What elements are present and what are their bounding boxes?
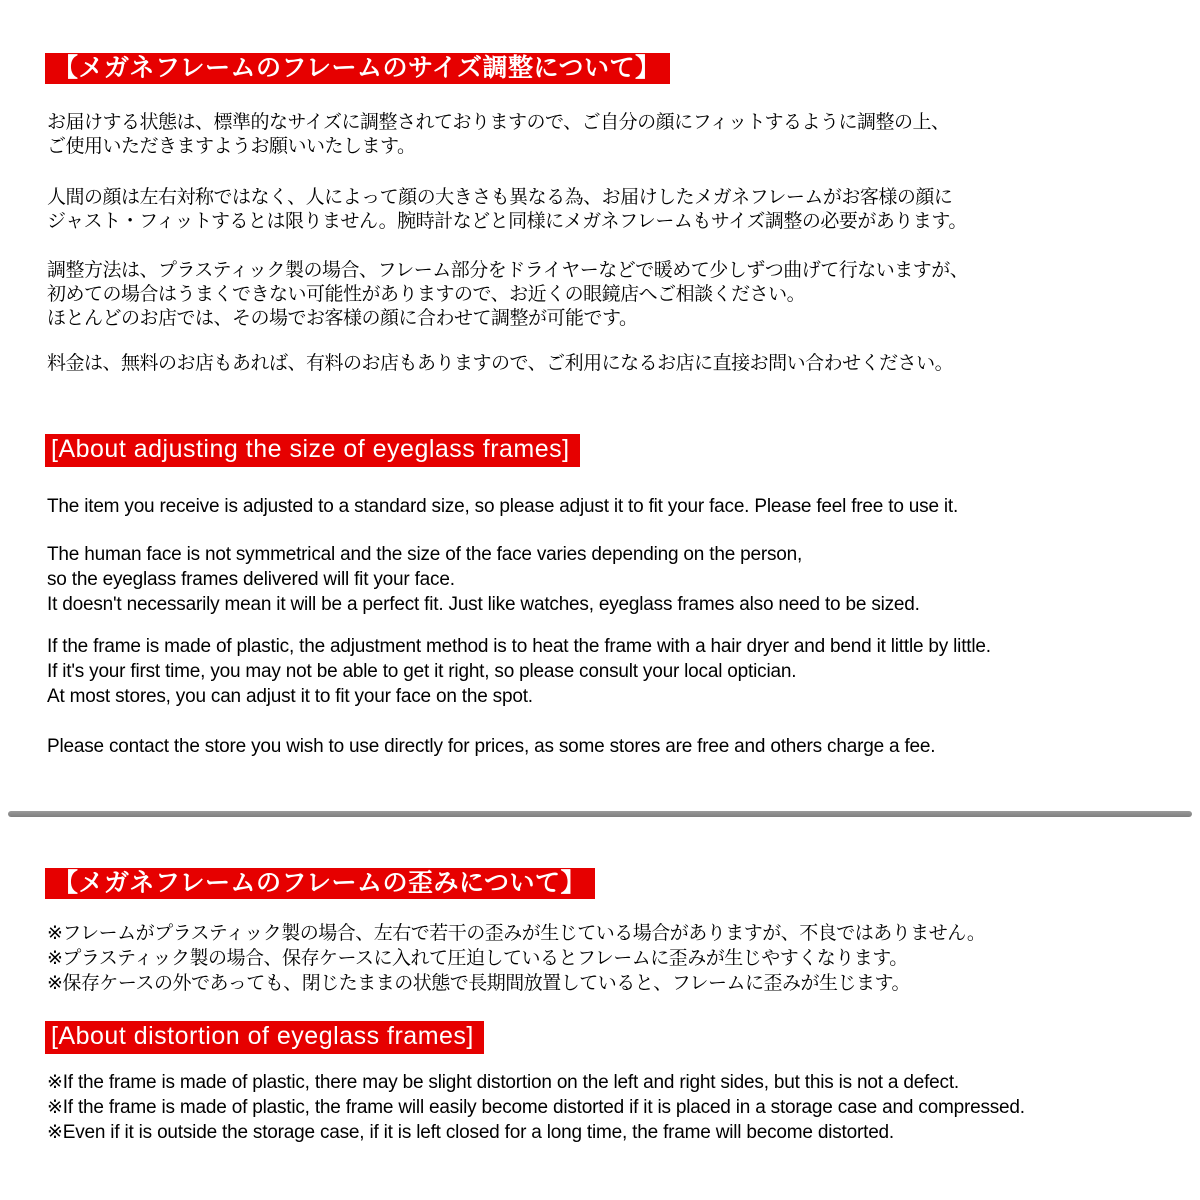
heading-distortion-jp: 【メガネフレームのフレームの歪みについて】 bbox=[45, 868, 595, 899]
text-line: 料金は、無料のお店もあれば、有料のお店もありますので、ご利用になるお店に直接お問い合わせください。 bbox=[47, 353, 954, 374]
heading-size-adjustment-en: [About adjusting the size of eyeglass frames] bbox=[45, 434, 580, 467]
text-line: ジャスト・フィットするとは限りません。腕時計などと同様にメガネフレームもサイズ調整の必要があります。 bbox=[47, 211, 967, 232]
text-line: At most stores, you can adjust it to fit your face on the spot. bbox=[47, 686, 533, 707]
text-line: If the frame is made of plastic, the adjustment method is to heat the frame with a hair dryer and bend it little by little. bbox=[47, 636, 991, 657]
note-line: ※If the frame is made of plastic, there may be slight distortion on the left and right sides, but this is not a defect. bbox=[47, 1072, 959, 1093]
section-divider bbox=[8, 811, 1192, 817]
text-line: ご使用いただきますようお願いいたします。 bbox=[47, 136, 416, 157]
en-paragraph-face-symmetry bbox=[47, 542, 920, 617]
text-line: so the eyeglass frames delivered will fit your face. bbox=[47, 569, 455, 590]
text-line: The item you receive is adjusted to a standard size, so please adjust it to fit your face. Please feel free to use it. bbox=[47, 496, 959, 517]
heading-size-adjustment-jp: 【メガネフレームのフレームのサイズ調整について】 bbox=[45, 53, 670, 84]
jp-distortion-notes bbox=[47, 921, 985, 996]
text-line: Please contact the store you wish to use directly for prices, as some stores are free and others charge a fee. bbox=[47, 736, 936, 757]
heading-distortion-en: [About distortion of eyeglass frames] bbox=[45, 1021, 484, 1054]
en-paragraph-delivery-state bbox=[47, 494, 958, 519]
jp-paragraph-face-symmetry bbox=[47, 186, 967, 234]
text-line: 調整方法は、プラスティック製の場合、フレーム部分をドライヤーなどで暖めて少しずつ曲げて行ないますが、 bbox=[47, 260, 969, 281]
note-line: ※保存ケースの外であっても、閉じたままの状態で長期間放置していると、フレームに歪みが生じます。 bbox=[47, 973, 911, 994]
text-line: It doesn't necessarily mean it will be a perfect fit. Just like watches, eyeglass frames also need to be sized. bbox=[47, 594, 920, 615]
en-paragraph-fees bbox=[47, 734, 935, 759]
note-line: ※プラスティック製の場合、保存ケースに入れて圧迫しているとフレームに歪みが生じやすくなります。 bbox=[47, 948, 908, 969]
text-line: 人間の顔は左右対称ではなく、人によって顔の大きさも異なる為、お届けしたメガネフレームがお客様の顔に bbox=[47, 187, 953, 208]
en-paragraph-adjustment-method bbox=[47, 634, 991, 709]
text-line: 初めての場合はうまくできない可能性がありますので、お近くの眼鏡店へご相談ください。 bbox=[47, 284, 806, 305]
note-line: ※Even if it is outside the storage case, if it is left closed for a long time, the frame will become distorted. bbox=[47, 1122, 895, 1143]
jp-paragraph-delivery-state bbox=[47, 111, 950, 159]
text-line: If it's your first time, you may not be able to get it right, so please consult your local optician. bbox=[47, 661, 797, 682]
text-line: ほとんどのお店では、その場でお客様の顔に合わせて調整が可能です。 bbox=[47, 308, 638, 329]
jp-paragraph-fees bbox=[47, 352, 953, 376]
jp-paragraph-adjustment-method bbox=[47, 259, 968, 331]
en-distortion-notes bbox=[47, 1070, 1025, 1145]
text-line: The human face is not symmetrical and the size of the face varies depending on the person, bbox=[47, 544, 803, 565]
note-line: ※If the frame is made of plastic, the frame will easily become distorted if it is placed in a storage case and compressed. bbox=[47, 1097, 1025, 1118]
text-line: お届けする状態は、標準的なサイズに調整されておりますので、ご自分の顔にフィットするように調整の上、 bbox=[47, 112, 950, 133]
note-line: ※フレームがプラスティック製の場合、左右で若干の歪みが生じている場合がありますが、不良ではありません。 bbox=[47, 923, 986, 944]
